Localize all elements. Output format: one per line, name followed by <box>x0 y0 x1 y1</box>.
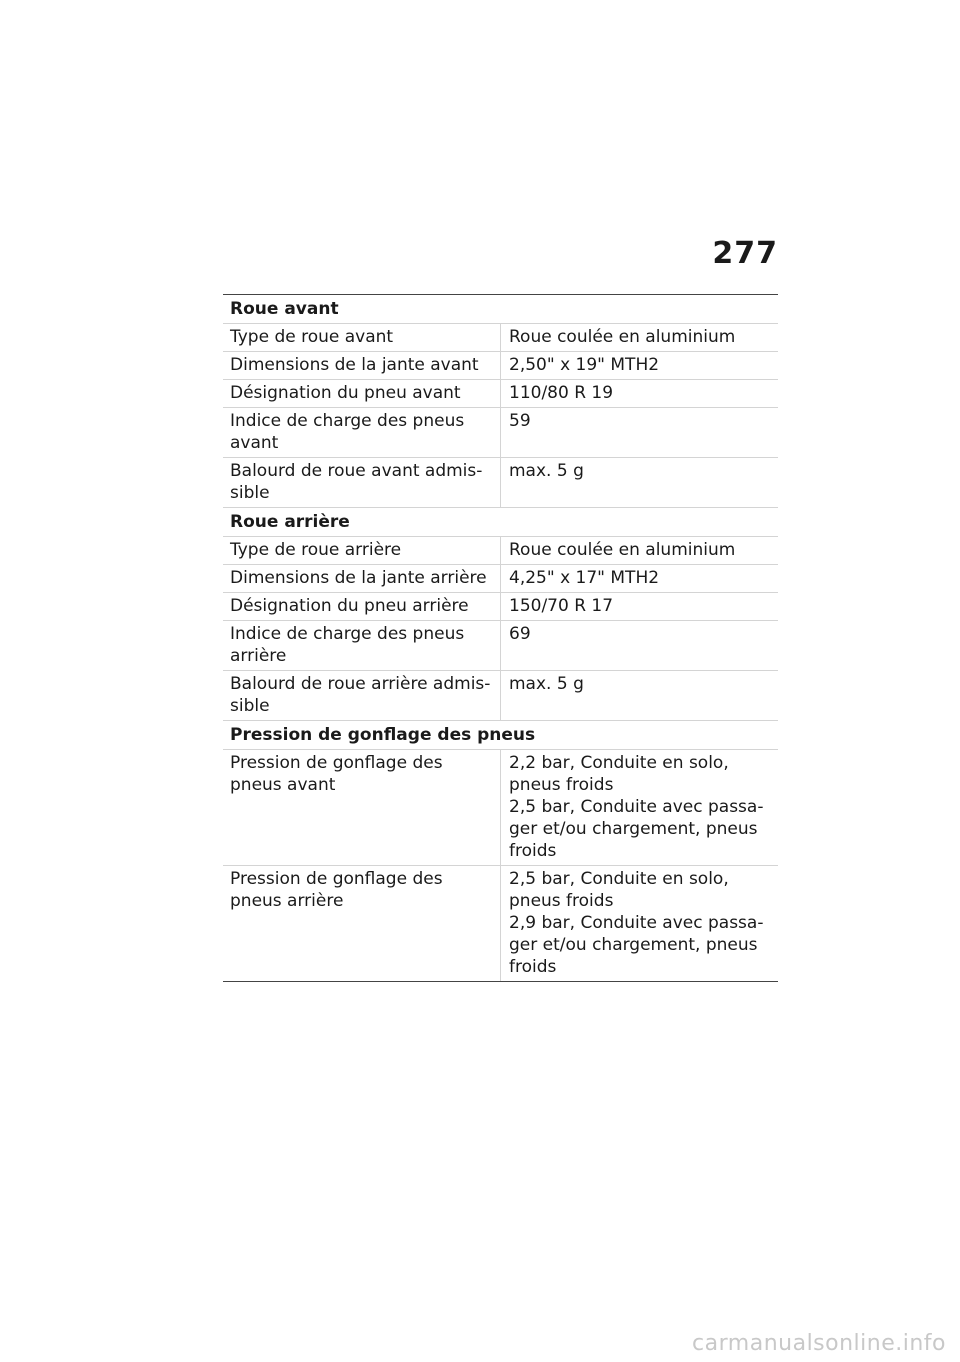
spec-value <box>501 352 779 380</box>
spec-value <box>501 408 779 458</box>
spec-label <box>223 537 501 565</box>
spec-label <box>223 593 501 621</box>
table-row <box>223 352 778 380</box>
spec-label-line: Indice de charge des pneus <box>230 624 465 644</box>
spec-value-line: max. 5 g <box>509 674 584 694</box>
spec-label <box>223 671 501 721</box>
spec-value-line: pneus froids <box>509 891 614 911</box>
spec-label-line: Dimensions de la jante avant <box>230 355 479 375</box>
table-row <box>223 408 778 458</box>
spec-label-line: Indice de charge des pneus <box>230 411 465 431</box>
table-row <box>223 671 778 721</box>
spec-value-line: froids <box>509 841 557 861</box>
spec-value <box>501 593 779 621</box>
spec-label-line: Type de roue avant <box>230 327 394 347</box>
specifications-table <box>223 294 778 982</box>
spec-label-line: arrière <box>230 646 287 666</box>
spec-value <box>501 750 779 866</box>
specifications-table-body <box>223 295 778 982</box>
table-row <box>223 621 778 671</box>
table-row <box>223 324 778 352</box>
spec-label-line: avant <box>230 433 279 453</box>
spec-value-line: ger et/ou chargement, pneus <box>509 935 758 955</box>
spec-label <box>223 565 501 593</box>
spec-label <box>223 621 501 671</box>
spec-label-line: Pression de gonflage des <box>230 753 443 773</box>
spec-label <box>223 380 501 408</box>
spec-value <box>501 565 779 593</box>
spec-value-line: 2,2 bar, Conduite en solo, <box>509 753 729 773</box>
table-row <box>223 380 778 408</box>
spec-value-line: pneus froids <box>509 775 614 795</box>
table-row <box>223 750 778 866</box>
spec-label-line: Désignation du pneu arrière <box>230 596 469 616</box>
spec-value-line: 4,25" x 17" MTH2 <box>509 568 660 588</box>
spec-value <box>501 458 779 508</box>
spec-label-line: Type de roue arrière <box>230 540 402 560</box>
spec-value-line: 59 <box>509 411 531 431</box>
spec-value <box>501 671 779 721</box>
spec-value-line: 2,9 bar, Conduite avec passa- <box>509 913 764 933</box>
spec-label-line: Pression de gonflage des <box>230 869 443 889</box>
spec-label <box>223 750 501 866</box>
spec-label-line: Désignation du pneu avant <box>230 383 461 403</box>
spec-label-line: pneus arrière <box>230 891 344 911</box>
spec-value-line: 69 <box>509 624 531 644</box>
section-title: Roue avant <box>223 295 778 324</box>
spec-value-line: 150/70 R 17 <box>509 596 614 616</box>
spec-value-line: 2,5 bar, Conduite en solo, <box>509 869 729 889</box>
spec-value-line: Roue coulée en aluminium <box>509 540 736 560</box>
spec-label <box>223 866 501 982</box>
spec-label-line: Balourd de roue avant admis- <box>230 461 483 481</box>
spec-label <box>223 408 501 458</box>
spec-value-line: froids <box>509 957 557 977</box>
table-row <box>223 458 778 508</box>
spec-value <box>501 380 779 408</box>
spec-label-line: sible <box>230 696 270 716</box>
section-title: Roue arrière <box>223 508 778 537</box>
spec-label <box>223 352 501 380</box>
spec-label-line: pneus avant <box>230 775 336 795</box>
spec-value-line: max. 5 g <box>509 461 584 481</box>
spec-value-line: 2,50" x 19" MTH2 <box>509 355 660 375</box>
table-row <box>223 866 778 982</box>
spec-value-line: Roue coulée en aluminium <box>509 327 736 347</box>
section-header-roue-avant <box>223 295 778 324</box>
page-number: 277 <box>712 236 778 271</box>
section-header-pression-de-gonflage-des-pneus <box>223 721 778 750</box>
spec-label-line: Balourd de roue arrière admis- <box>230 674 491 694</box>
table-row <box>223 537 778 565</box>
spec-value-line: 2,5 bar, Conduite avec passa- <box>509 797 764 817</box>
section-header-roue-arriere <box>223 508 778 537</box>
table-row <box>223 565 778 593</box>
section-title: Pression de gonflage des pneus <box>223 721 778 750</box>
spec-value <box>501 866 779 982</box>
spec-value <box>501 621 779 671</box>
spec-label-line: Dimensions de la jante arrière <box>230 568 487 588</box>
spec-value-line: 110/80 R 19 <box>509 383 614 403</box>
spec-value-line: ger et/ou chargement, pneus <box>509 819 758 839</box>
spec-value <box>501 324 779 352</box>
spec-label <box>223 324 501 352</box>
spec-label-line: sible <box>230 483 270 503</box>
spec-label <box>223 458 501 508</box>
watermark-text: carmanualsonline.info <box>692 1331 946 1356</box>
spec-value <box>501 537 779 565</box>
table-row <box>223 593 778 621</box>
